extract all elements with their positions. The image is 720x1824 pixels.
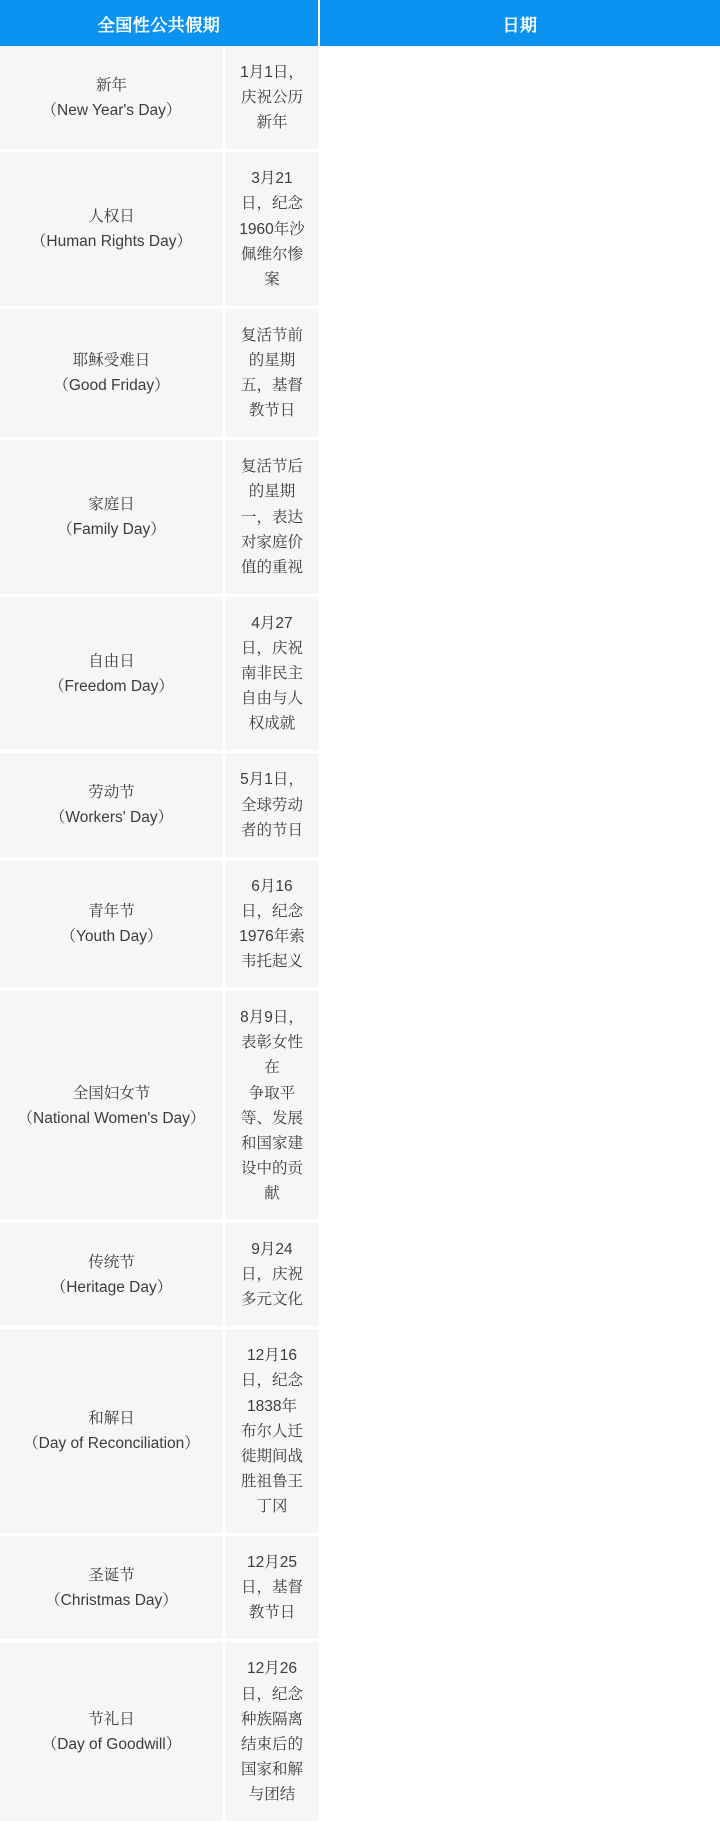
holiday-date-line: 5月1日，全球劳动者的节日 xyxy=(240,771,304,839)
holiday-name-cell xyxy=(0,1641,224,1823)
holiday-name-zh: 传统节 xyxy=(88,1253,135,1271)
holiday-name-zh: 节礼日 xyxy=(88,1710,135,1728)
holiday-date-cell xyxy=(224,858,319,989)
holiday-name-zh: 和解日 xyxy=(88,1410,135,1428)
holiday-name-en: （Workers' Day） xyxy=(49,809,174,827)
table-body xyxy=(0,46,319,1824)
holiday-date-line: 12月26日，纪念种族隔离结束后的 xyxy=(240,1660,303,1753)
holiday-name-cell xyxy=(0,151,224,308)
holiday-name-en: （Good Friday） xyxy=(53,377,170,395)
holiday-date-cell xyxy=(224,595,319,752)
table-row xyxy=(0,46,319,151)
holiday-date-line: 国家和解与团结 xyxy=(240,1760,303,1804)
holiday-name-zh: 自由日 xyxy=(88,652,135,670)
holiday-name-cell xyxy=(0,439,224,596)
holiday-name-zh: 全国妇女节 xyxy=(72,1084,151,1102)
holiday-date-line: 复活节后的星期一，表达对家庭价值的重视 xyxy=(240,458,303,576)
holiday-name-cell xyxy=(0,46,224,151)
holiday-date-cell xyxy=(224,990,319,1222)
holiday-name-zh: 青年节 xyxy=(88,902,135,920)
holiday-date-cell xyxy=(224,307,319,438)
holiday-name-cell xyxy=(0,858,224,989)
holiday-name-en: （Freedom Day） xyxy=(49,677,174,695)
holiday-name-en: （Christmas Day） xyxy=(45,1591,178,1609)
holiday-name-cell xyxy=(0,1535,224,1641)
holiday-date-line: 12月16日，纪念1838年 xyxy=(240,1347,303,1415)
holiday-date-cell xyxy=(224,1641,319,1823)
holiday-name-zh: 新年 xyxy=(95,76,127,94)
holiday-name-en: （Heritage Day） xyxy=(50,1278,173,1296)
holiday-name-en: （Day of Reconciliation） xyxy=(23,1435,200,1453)
holiday-name-en: （Day of Goodwill） xyxy=(41,1735,182,1753)
table-row xyxy=(0,307,319,438)
holiday-date-cell xyxy=(224,752,319,858)
holiday-date-line: 1月1日，庆祝公历新年 xyxy=(240,64,304,132)
holiday-date-line: 3月21日，纪念1960年沙佩维尔惨案 xyxy=(239,170,305,288)
holiday-date-line: 6月16日，纪念1976年索韦托起义 xyxy=(239,877,305,971)
holiday-date-line: 争取平等、发展和国家建设中的贡献 xyxy=(240,1084,303,1202)
holiday-name-cell xyxy=(0,1222,224,1328)
holiday-name-en: （National Women's Day） xyxy=(17,1109,206,1127)
holiday-name-cell xyxy=(0,990,224,1222)
table-row xyxy=(0,990,319,1222)
table-row xyxy=(0,1222,319,1328)
holiday-date-line: 12月25日，基督教节日 xyxy=(240,1554,303,1622)
holiday-name-en: （Human Rights Day） xyxy=(30,233,192,251)
holiday-name-cell xyxy=(0,307,224,438)
holiday-date-cell xyxy=(224,46,319,151)
table-row xyxy=(0,151,319,308)
table-header-row xyxy=(0,0,720,46)
holiday-name-zh: 家庭日 xyxy=(88,495,135,513)
table-row xyxy=(0,1535,319,1641)
holiday-date-cell xyxy=(224,1222,319,1328)
holiday-name-zh: 人权日 xyxy=(88,207,135,225)
holiday-date-cell xyxy=(224,1535,319,1641)
table-row xyxy=(0,595,319,752)
holiday-name-en: （Family Day） xyxy=(57,521,166,539)
holiday-date-line: 布尔人迁徙期间战胜祖鲁王丁冈 xyxy=(240,1422,303,1516)
holiday-name-zh: 圣诞节 xyxy=(88,1566,135,1584)
holiday-date-line: 9月24日，庆祝多元文化 xyxy=(240,1241,303,1309)
holiday-name-zh: 劳动节 xyxy=(88,783,135,801)
holiday-date-cell xyxy=(224,439,319,596)
holiday-name-cell xyxy=(0,1328,224,1535)
column-header-holiday: 全国性公共假期 xyxy=(0,0,319,46)
table-row xyxy=(0,1328,319,1535)
holiday-date-cell xyxy=(224,151,319,308)
holiday-date-cell xyxy=(224,1328,319,1535)
holiday-date-line: 8月9日，表彰女性在 xyxy=(240,1009,304,1077)
holiday-date-line: 复活节前的星期五，基督教节日 xyxy=(240,326,303,420)
holiday-name-cell xyxy=(0,595,224,752)
table-row xyxy=(0,439,319,596)
holiday-name-en: （Youth Day） xyxy=(60,927,163,945)
column-header-date: 日期 xyxy=(319,0,720,46)
table-row xyxy=(0,1641,319,1823)
holiday-date-line: 4月27日，庆祝南非民主自由与人权成就 xyxy=(240,614,303,733)
table-row xyxy=(0,858,319,989)
holiday-name-en: （New Year's Day） xyxy=(41,101,182,119)
holiday-name-cell xyxy=(0,752,224,858)
holiday-name-zh: 耶稣受难日 xyxy=(72,351,151,369)
table-row xyxy=(0,752,319,858)
